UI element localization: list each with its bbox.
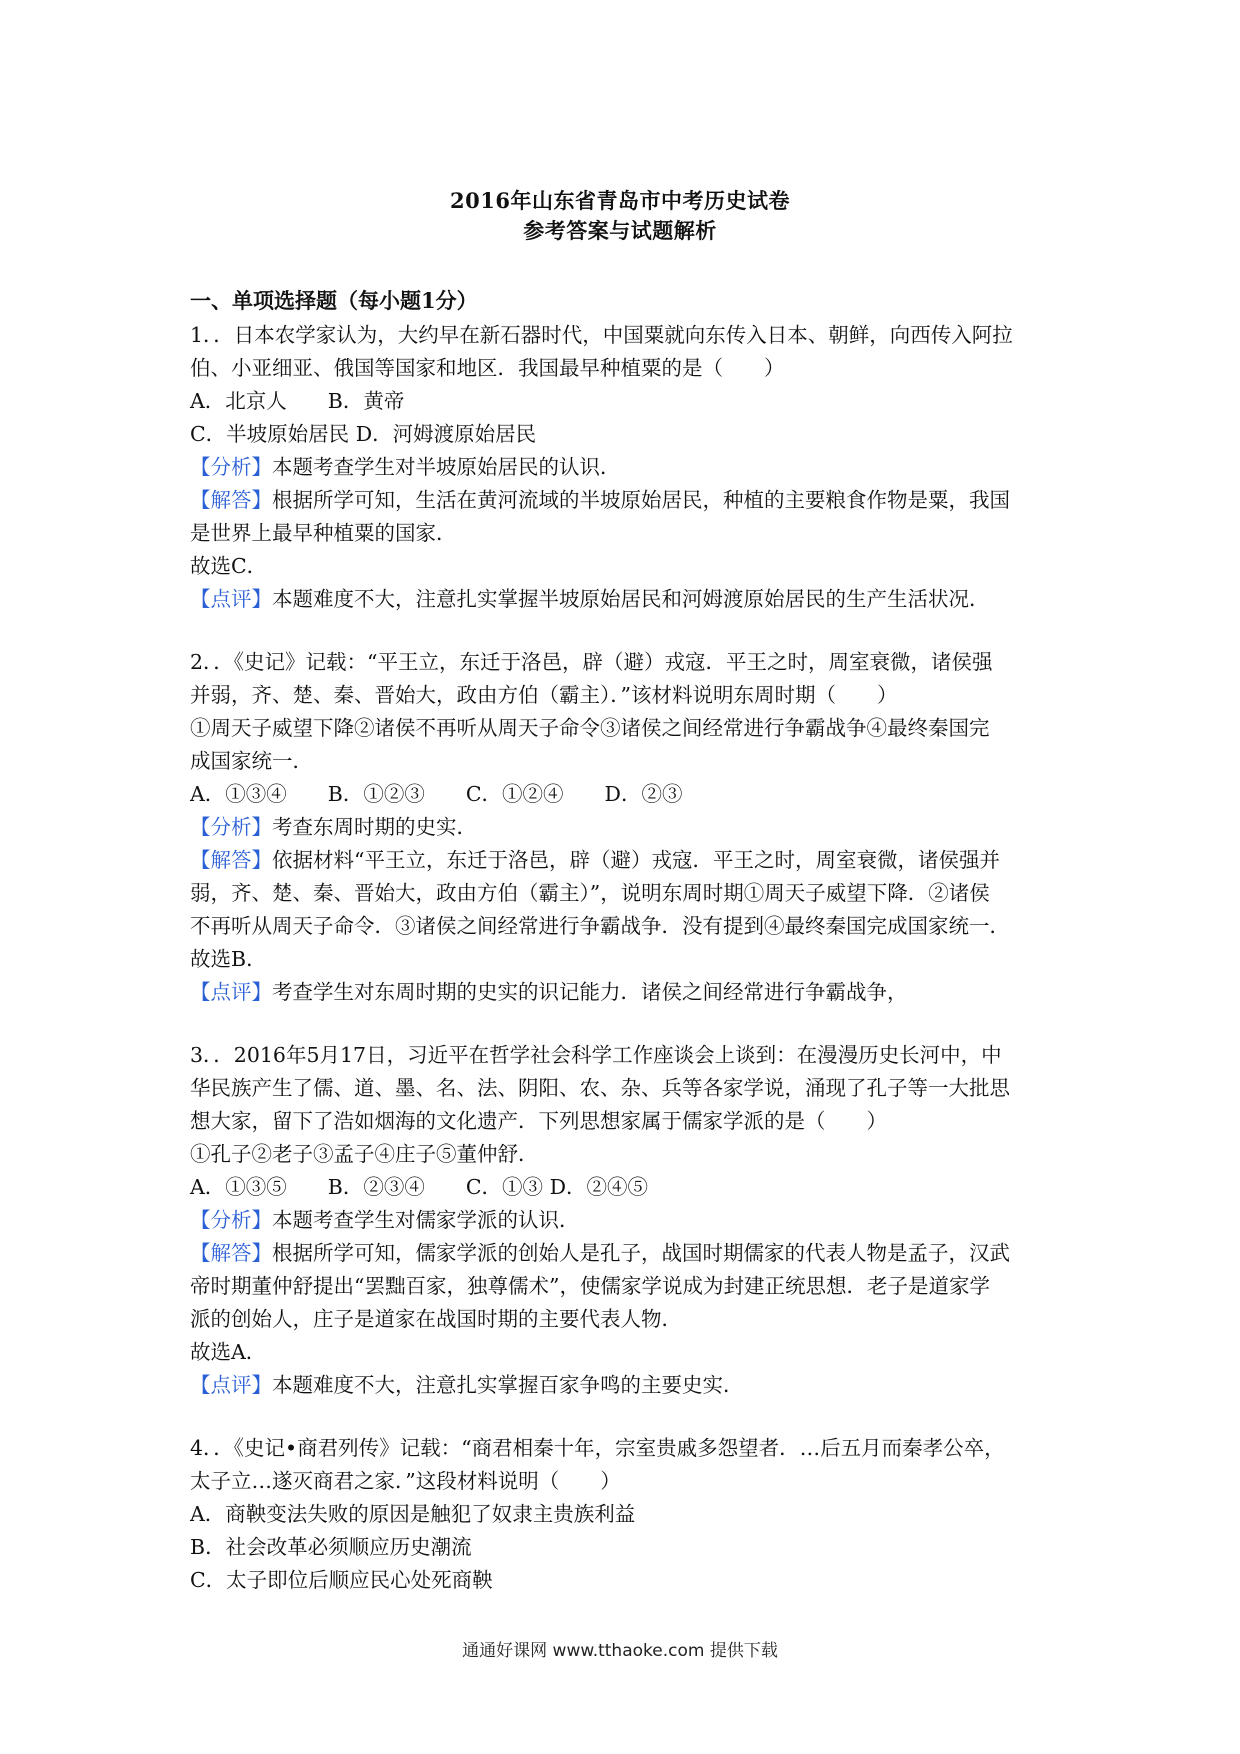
solution-line <box>190 1237 1070 1270</box>
question-text-line: 3．．2016年5月17日，习近平在哲学社会科学工作座谈会上谈到：在漫漫历史长河中，中 <box>190 1043 1002 1067</box>
question-text-line: 华民族产生了儒、道、墨、名、法、阴阳、农、杂、兵等各家学说，涌现了孔子等一大批思 <box>190 1076 1010 1100</box>
question-text-line: 2．．《史记》记载：“平王立，东迁于洛邑，辟（避）戎寇．平王之时，周室衰微，诸侯强 <box>190 650 993 674</box>
page-subtitle: 参考答案与试题解析 <box>523 218 717 243</box>
comment-tag: 【点评】 <box>190 587 272 611</box>
solution-text: 根据所学可知，儒家学派的创始人是孔子，战国时期儒家的代表人物是孟子，汉武 <box>272 1241 1010 1265</box>
footer-download-note: 通通好课网 www.tthaoke.com 提供下载 <box>462 1641 778 1661</box>
analysis-text: 本题考查学生对儒家学派的认识． <box>272 1208 580 1232</box>
answer-option-line: A．北京人 B．黄帝 <box>190 389 405 413</box>
question-text-line: ①孔子②老子③孟子④庄子⑤董仲舒． <box>190 1142 539 1166</box>
solution-line: 派的创始人，庄子是道家在战国时期的主要代表人物． <box>190 1307 682 1331</box>
solution-line: 故选B． <box>190 947 267 971</box>
question-3 <box>190 1039 1070 1402</box>
question-text-line: 想大家，留下了浩如烟海的文化遗产．下列思想家属于儒家学派的是（ ） <box>190 1109 887 1133</box>
solution-line: 帝时期董仲舒提出“罢黜百家，独尊儒术”，使儒家学说成为封建正统思想．老子是道家学 <box>190 1274 990 1298</box>
comment-tag: 【点评】 <box>190 1373 272 1397</box>
solution-tag: 【解答】 <box>190 1241 272 1265</box>
analysis-tag: 【分析】 <box>190 815 272 839</box>
answer-option-line: C．太子即位后顺应民心处死商鞅 <box>190 1568 493 1592</box>
comment-line <box>190 976 1070 1009</box>
answer-option-line: A．①③④ B．①②③ C．①②④ D．②③ <box>190 782 683 806</box>
analysis-tag: 【分析】 <box>190 1208 272 1232</box>
comment-tag: 【点评】 <box>190 980 272 1004</box>
solution-line <box>190 844 1070 877</box>
title-block <box>0 186 1240 246</box>
solution-line: 故选A． <box>190 1340 267 1364</box>
answer-option-line: A．商鞅变法失败的原因是触犯了奴隶主贵族利益 <box>190 1502 636 1526</box>
solution-line: 故选C． <box>190 554 268 578</box>
solution-text: 根据所学可知，生活在黄河流域的半坡原始居民，种植的主要粮食作物是粟，我国 <box>272 488 1010 512</box>
answer-option-line: A．①③⑤ B．②③④ C．①③ D．②④⑤ <box>190 1175 649 1199</box>
question-4 <box>190 1432 1070 1597</box>
analysis-tag: 【分析】 <box>190 455 272 479</box>
solution-tag: 【解答】 <box>190 488 272 512</box>
solution-line <box>190 484 1070 517</box>
solution-text: 依据材料“平王立，东迁于洛邑，辟（避）戎寇．平王之时，周室衰微，诸侯强并 <box>272 848 1000 872</box>
question-text-line: 并弱，齐、楚、秦、晋始大，政由方伯（霸主）．”该材料说明东周时期（ ） <box>190 683 898 707</box>
comment-text: 考查学生对东周时期的史实的识记能力．诸侯之间经常进行争霸战争， <box>272 980 908 1004</box>
solution-line: 是世界上最早种植粟的国家． <box>190 521 457 545</box>
analysis-text: 考查东周时期的史实． <box>272 815 477 839</box>
question-2 <box>190 646 1070 1009</box>
analysis-line <box>190 1204 1070 1237</box>
comment-line <box>190 1369 1070 1402</box>
question-text-line: 伯、小亚细亚、俄国等国家和地区．我国最早种植粟的是（ ） <box>190 356 785 380</box>
solution-line: 不再听从周天子命令．③诸侯之间经常进行争霸战争．没有提到④最终秦国完成国家统一． <box>190 914 1010 938</box>
solution-tag: 【解答】 <box>190 848 272 872</box>
exam-content <box>190 285 1070 1597</box>
comment-text: 本题难度不大，注意扎实掌握半坡原始居民和河姆渡原始居民的生产生活状况． <box>272 587 990 611</box>
answer-option-line: C．半坡原始居民 D．河姆渡原始居民 <box>190 422 537 446</box>
question-text-line: 太子立…遂灭商君之家．”这段材料说明（ ） <box>190 1469 621 1493</box>
section-heading: 一、单项选择题（每小题1分） <box>190 288 478 313</box>
question-text-line: 4．．《史记•商君列传》记载：“商君相秦十年，宗室贵戚多怨望者．…后五月而秦孝公卒， <box>190 1436 1005 1460</box>
comment-line <box>190 583 1070 616</box>
analysis-line <box>190 811 1070 844</box>
question-text-line: ①周天子威望下降②诸侯不再听从周天子命令③诸侯之间经常进行争霸战争④最终秦国完 <box>190 716 990 740</box>
solution-line: 弱，齐、楚、秦、晋始大，政由方伯（霸主）”，说明东周时期①周天子威望下降．②诸侯 <box>190 881 990 905</box>
question-text-line: 成国家统一． <box>190 749 313 773</box>
answer-option-line: B．社会改革必须顺应历史潮流 <box>190 1535 472 1559</box>
page-title: 2016年山东省青岛市中考历史试卷 <box>450 188 790 213</box>
analysis-line <box>190 451 1070 484</box>
analysis-text: 本题考查学生对半坡原始居民的认识． <box>272 455 621 479</box>
comment-text: 本题难度不大，注意扎实掌握百家争鸣的主要史实． <box>272 1373 744 1397</box>
question-text-line: 1．．日本农学家认为，大约早在新石器时代，中国粟就向东传入日本、朝鲜，向西传入阿拉 <box>190 323 1013 347</box>
question-1 <box>190 319 1070 616</box>
